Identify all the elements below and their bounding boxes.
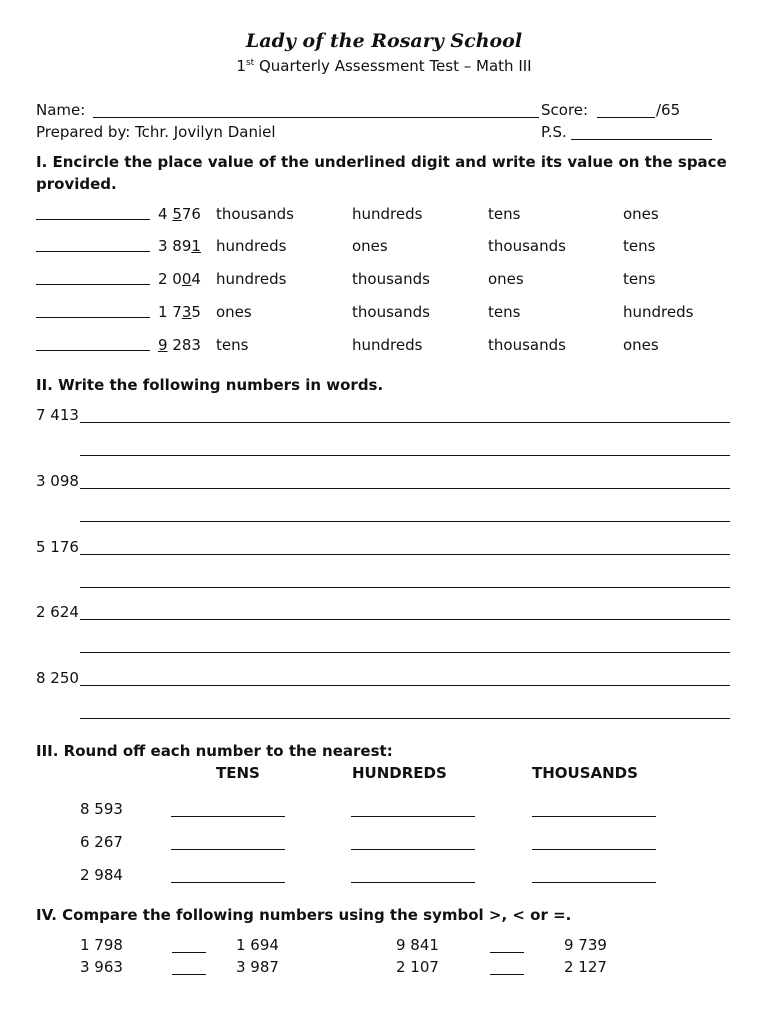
school-title: Lady of the Rosary School: [245, 30, 523, 52]
header-hundreds: HUNDREDS: [352, 764, 447, 782]
underlined-digit: 1: [191, 237, 201, 255]
compare-number: 2 107: [396, 958, 439, 976]
number-part: 76: [181, 205, 201, 223]
words-line[interactable]: [80, 554, 730, 555]
header-thousands: THOUSANDS: [532, 764, 638, 782]
place-value-option[interactable]: tens: [488, 205, 521, 223]
round-tens-blank[interactable]: [171, 849, 285, 850]
part4-instruction: IV. Compare the following numbers using the symbol >, < or =.: [36, 906, 572, 924]
words-line[interactable]: [80, 521, 730, 522]
number-to-write: 7 413: [36, 406, 79, 424]
place-value-option[interactable]: tens: [488, 303, 521, 321]
ordinal-suffix: st: [245, 58, 255, 68]
underlined-digit: 0: [181, 270, 192, 288]
number-part: 283: [167, 336, 201, 354]
number-part: 3 89: [158, 237, 192, 255]
place-value-option[interactable]: hundreds: [352, 205, 423, 223]
number-with-underlined-digit: [158, 237, 201, 255]
number-part: 4: [158, 205, 173, 223]
ps-field[interactable]: [571, 139, 712, 140]
ps-label: P.S.: [541, 123, 567, 141]
number-part: 5: [191, 303, 201, 321]
underlined-digit: 5: [172, 205, 182, 223]
words-line[interactable]: [80, 488, 730, 489]
number-to-write: 8 250: [36, 669, 79, 687]
round-hundreds-blank[interactable]: [351, 849, 475, 850]
compare-number: 9 841: [396, 936, 439, 954]
number-part: 1 7: [158, 303, 182, 321]
place-value-option[interactable]: tens: [623, 237, 656, 255]
answer-blank[interactable]: [36, 251, 150, 252]
round-thousands-blank[interactable]: [532, 816, 656, 817]
round-thousands-blank[interactable]: [532, 882, 656, 883]
place-value-option[interactable]: tens: [623, 270, 656, 288]
part3-instruction: III. Round off each number to the nearest:: [36, 742, 393, 760]
words-line[interactable]: [80, 685, 730, 686]
place-value-option[interactable]: tens: [216, 336, 249, 354]
compare-number: 1 694: [236, 936, 279, 954]
place-value-option[interactable]: thousands: [352, 270, 430, 288]
test-subtitle: [0, 57, 768, 75]
number-to-write: 3 098: [36, 472, 79, 490]
answer-blank[interactable]: [36, 350, 150, 351]
part1-instruction-cont: provided.: [36, 175, 117, 193]
score-field[interactable]: [597, 117, 655, 118]
place-value-option[interactable]: thousands: [216, 205, 294, 223]
words-line[interactable]: [80, 619, 730, 620]
number-with-underlined-digit: [158, 303, 201, 321]
words-line[interactable]: [80, 718, 730, 719]
header-tens: TENS: [216, 764, 260, 782]
place-value-option[interactable]: ones: [623, 336, 659, 354]
compare-number: 9 739: [564, 936, 607, 954]
symbol-blank[interactable]: [172, 974, 206, 975]
round-tens-blank[interactable]: [171, 882, 285, 883]
round-hundreds-blank[interactable]: [351, 816, 475, 817]
score-label: Score:: [541, 101, 589, 119]
underlined-digit: 3: [181, 303, 192, 321]
place-value-option[interactable]: hundreds: [352, 336, 423, 354]
words-line[interactable]: [80, 422, 730, 423]
place-value-option[interactable]: ones: [488, 270, 524, 288]
part1-instruction: I. Encircle the place value of the underlined digit and write its value on the space: [36, 153, 727, 171]
place-value-option[interactable]: ones: [352, 237, 388, 255]
place-value-option[interactable]: thousands: [488, 336, 566, 354]
name-field[interactable]: [93, 117, 539, 118]
symbol-blank[interactable]: [490, 974, 524, 975]
number-with-underlined-digit: [158, 270, 201, 288]
round-hundreds-blank[interactable]: [351, 882, 475, 883]
compare-number: 3 987: [236, 958, 279, 976]
round-number: 2 984: [80, 866, 123, 884]
place-value-option[interactable]: thousands: [488, 237, 566, 255]
answer-blank[interactable]: [36, 219, 150, 220]
place-value-option[interactable]: ones: [623, 205, 659, 223]
round-thousands-blank[interactable]: [532, 849, 656, 850]
round-tens-blank[interactable]: [171, 816, 285, 817]
part2-instruction: II. Write the following numbers in words.: [36, 376, 384, 394]
round-number: 6 267: [80, 833, 123, 851]
place-value-option[interactable]: thousands: [352, 303, 430, 321]
symbol-blank[interactable]: [172, 952, 206, 953]
words-line[interactable]: [80, 455, 730, 456]
answer-blank[interactable]: [36, 284, 150, 285]
place-value-option[interactable]: hundreds: [623, 303, 694, 321]
underlined-digit: 9: [158, 336, 168, 354]
number-part: 4: [191, 270, 201, 288]
number-to-write: 2 624: [36, 603, 79, 621]
answer-blank[interactable]: [36, 317, 150, 318]
number-to-write: 5 176: [36, 538, 79, 556]
number-with-underlined-digit: [158, 205, 201, 223]
score-total: /65: [656, 101, 681, 119]
words-line[interactable]: [80, 587, 730, 588]
name-label: Name:: [36, 101, 86, 119]
number-part: 2 0: [158, 270, 182, 288]
round-number: 8 593: [80, 800, 123, 818]
place-value-option[interactable]: hundreds: [216, 237, 287, 255]
symbol-blank[interactable]: [490, 952, 524, 953]
prepared-by: Prepared by: Tchr. Jovilyn Daniel: [36, 123, 276, 141]
place-value-option[interactable]: ones: [216, 303, 252, 321]
compare-number: 3 963: [80, 958, 123, 976]
number-with-underlined-digit: [158, 336, 201, 354]
compare-number: 2 127: [564, 958, 607, 976]
place-value-option[interactable]: hundreds: [216, 270, 287, 288]
words-line[interactable]: [80, 652, 730, 653]
compare-number: 1 798: [80, 936, 123, 954]
test-title: Quarterly Assessment Test – Math III: [254, 57, 532, 75]
ordinal: 1: [236, 57, 246, 75]
